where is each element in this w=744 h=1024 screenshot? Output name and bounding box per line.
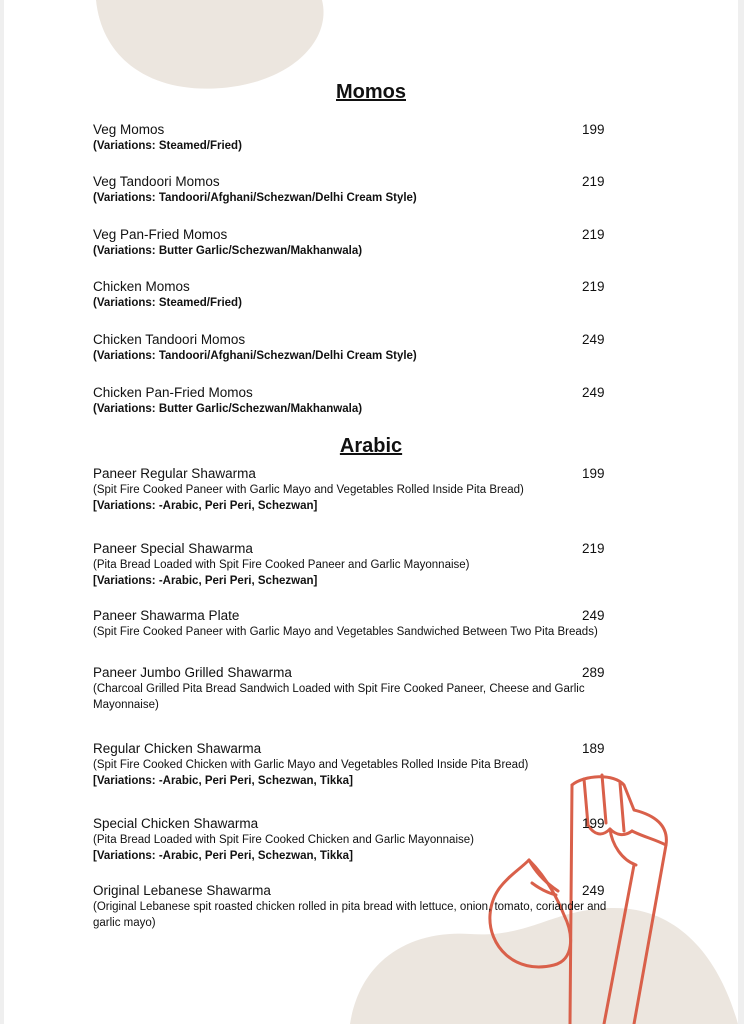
menu-item <box>93 740 653 789</box>
item-name: Paneer Special Shawarma <box>93 541 253 556</box>
item-variations: [Variations: -Arabic, Peri Peri, Schezwan, Tikka] <box>93 850 353 862</box>
item-price: 249 <box>582 332 605 347</box>
item-description: (Charcoal Grilled Pita Bread Sandwich Loaded with Spit Fire Cooked Paneer, Cheese and Garlic Mayonnaise) <box>93 683 585 711</box>
menu-item <box>93 607 653 640</box>
item-name: Chicken Tandoori Momos <box>93 332 246 347</box>
item-name: Special Chicken Shawarma <box>93 816 259 831</box>
menu-item <box>93 121 653 154</box>
item-name: Regular Chicken Shawarma <box>93 741 262 756</box>
section-title-momos: Momos <box>336 81 406 103</box>
item-price: 219 <box>582 174 605 189</box>
item-description: (Pita Bread Loaded with Spit Fire Cooked Paneer and Garlic Mayonnaise) <box>93 559 470 571</box>
menu-page <box>4 0 738 1024</box>
item-name: Chicken Pan-Fried Momos <box>93 385 253 400</box>
item-description: (Spit Fire Cooked Paneer with Garlic Mayo and Vegetables Rolled Inside Pita Bread) <box>93 484 524 496</box>
menu-item <box>93 540 653 589</box>
menu-item <box>93 173 653 206</box>
menu-item <box>93 664 653 713</box>
item-name: Chicken Momos <box>93 279 190 294</box>
item-price: 249 <box>582 608 605 623</box>
item-description: (Spit Fire Cooked Chicken with Garlic Mayo and Vegetables Rolled Inside Pita Bread) <box>93 759 529 771</box>
item-price: 289 <box>582 665 605 680</box>
menu-item <box>93 278 653 311</box>
item-variations: [Variations: -Arabic, Peri Peri, Schezwan, Tikka] <box>93 775 353 787</box>
item-price: 249 <box>582 883 605 898</box>
item-variations: (Variations: Steamed/Fried) <box>93 140 242 152</box>
item-description: (Pita Bread Loaded with Spit Fire Cooked Chicken and Garlic Mayonnaise) <box>93 834 474 846</box>
item-name: Paneer Jumbo Grilled Shawarma <box>93 665 292 680</box>
item-price: 249 <box>582 385 605 400</box>
item-price: 199 <box>582 466 605 481</box>
section-title-arabic: Arabic <box>339 435 403 457</box>
item-name: Original Lebanese Shawarma <box>93 883 271 898</box>
item-price: 189 <box>582 741 605 756</box>
item-variations: (Variations: Tandoori/Afghani/Schezwan/Delhi Cream Style) <box>93 192 417 204</box>
menu-item <box>93 815 653 864</box>
item-description: (Spit Fire Cooked Paneer with Garlic Mayo and Vegetables Sandwiched Between Two Pita Breads) <box>93 626 598 638</box>
item-price: 199 <box>582 816 605 831</box>
item-variations: [Variations: -Arabic, Peri Peri, Schezwan] <box>93 575 318 587</box>
menu-item <box>93 384 653 417</box>
menu-item <box>93 226 653 259</box>
menu-item <box>93 331 653 364</box>
item-price: 199 <box>582 122 605 137</box>
item-price: 219 <box>582 541 605 556</box>
item-name: Veg Pan-Fried Momos <box>93 227 228 242</box>
item-variations: [Variations: -Arabic, Peri Peri, Schezwan] <box>93 500 318 512</box>
menu-item <box>93 882 653 931</box>
item-description: (Original Lebanese spit roasted chicken rolled in pita bread with lettuce, onion, tomato, coriander and garlic mayo) <box>93 901 607 929</box>
item-price: 219 <box>582 227 605 242</box>
item-variations: (Variations: Butter Garlic/Schezwan/Makhanwala) <box>93 403 363 415</box>
menu-item <box>93 465 653 514</box>
item-variations: (Variations: Steamed/Fried) <box>93 297 242 309</box>
item-name: Paneer Regular Shawarma <box>93 466 256 481</box>
item-variations: (Variations: Tandoori/Afghani/Schezwan/Delhi Cream Style) <box>93 350 417 362</box>
item-name: Veg Momos <box>93 122 165 137</box>
item-price: 219 <box>582 279 605 294</box>
item-name: Veg Tandoori Momos <box>93 174 220 189</box>
item-name: Paneer Shawarma Plate <box>93 608 240 623</box>
item-variations: (Variations: Butter Garlic/Schezwan/Makhanwala) <box>93 245 363 257</box>
